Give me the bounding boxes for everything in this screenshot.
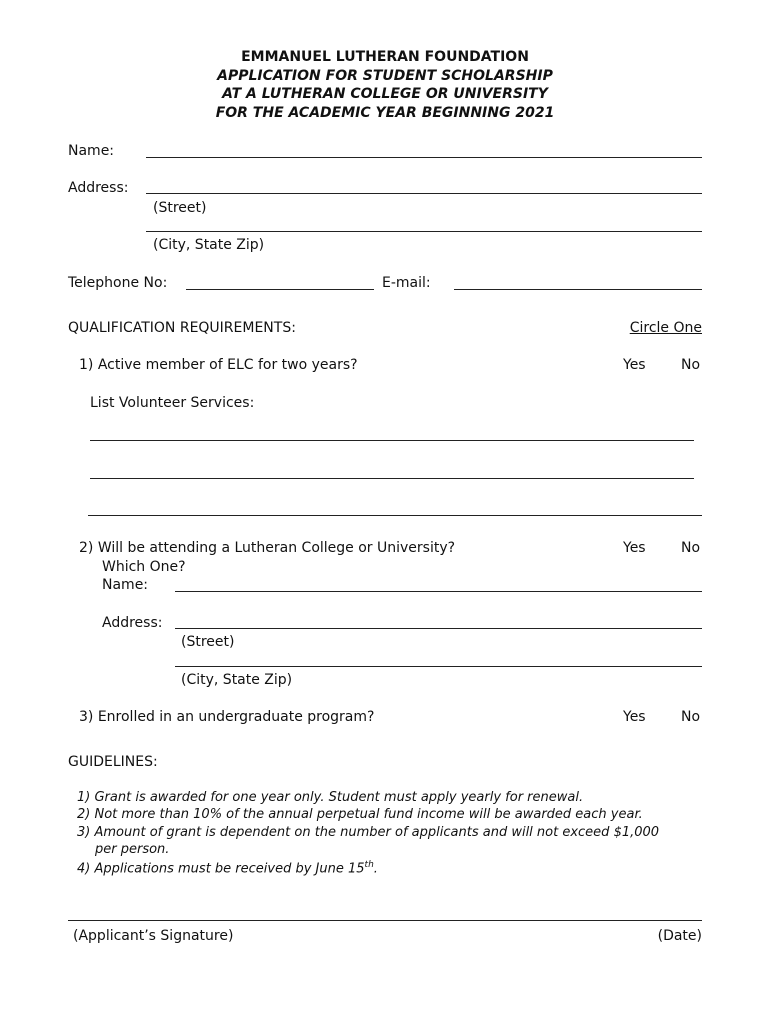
form-subtitle-1: APPLICATION FOR STUDENT SCHOLARSHIP [217, 68, 553, 84]
signature-line[interactable] [68, 920, 702, 921]
school-street-caption: (Street) [181, 634, 235, 650]
school-city-caption: (City, State Zip) [181, 672, 293, 688]
guideline-4-superscript: th [364, 860, 374, 870]
q1-no-option[interactable]: No [681, 357, 701, 373]
city-state-zip-field[interactable] [146, 231, 702, 232]
address-label: Address: [68, 180, 129, 196]
name-label: Name: [68, 143, 115, 159]
q3-yes-option[interactable]: Yes [623, 709, 646, 725]
qualification-heading: QUALIFICATION REQUIREMENTS: [68, 320, 296, 336]
volunteer-line-1[interactable] [90, 440, 694, 441]
form-subtitle-2: AT A LUTHERAN COLLEGE OR UNIVERSITY [222, 86, 548, 102]
guideline-2: 2) Not more than 10% of the annual perpetual fund income will be awarded each year. [77, 807, 643, 822]
street-field[interactable] [146, 193, 702, 194]
question-2: 2) Will be attending a Lutheran College or University? [79, 540, 456, 556]
school-street-field[interactable] [175, 628, 702, 629]
guideline-4 [77, 861, 378, 875]
form-subtitle-3: FOR THE ACADEMIC YEAR BEGINNING 2021 [215, 105, 555, 121]
school-name-field[interactable] [175, 591, 702, 592]
street-caption: (Street) [153, 200, 207, 216]
guideline-3-cont: per person. [95, 842, 170, 857]
q2-yes-option[interactable]: Yes [623, 540, 646, 556]
q2-no-option[interactable]: No [681, 540, 701, 556]
circle-one-label: Circle One [629, 320, 702, 336]
guideline-4-text: 4) Applications must be received by June 15 [77, 861, 365, 877]
applicant-signature-label: (Applicant’s Signature) [73, 928, 234, 944]
telephone-field[interactable] [186, 289, 374, 290]
volunteer-label: List Volunteer Services: [90, 395, 255, 411]
city-caption: (City, State Zip) [153, 237, 265, 253]
date-label: (Date) [657, 928, 702, 944]
email-label: E-mail: [382, 275, 431, 291]
guideline-3: 3) Amount of grant is dependent on the number of applicants and will not exceed $1,000 [77, 825, 660, 840]
guidelines-heading: GUIDELINES: [68, 754, 158, 770]
form-title: EMMANUEL LUTHERAN FOUNDATION [241, 49, 529, 65]
name-field[interactable] [146, 157, 702, 158]
q1-yes-option[interactable]: Yes [623, 357, 646, 373]
volunteer-line-2[interactable] [90, 478, 694, 479]
guideline-4-period: . [373, 861, 378, 877]
telephone-label: Telephone No: [68, 275, 168, 291]
guideline-1: 1) Grant is awarded for one year only. Student must apply yearly for renewal. [77, 790, 584, 805]
volunteer-line-3[interactable] [88, 515, 702, 516]
email-field[interactable] [454, 289, 702, 290]
school-city-field[interactable] [175, 666, 702, 667]
q3-no-option[interactable]: No [681, 709, 701, 725]
question-3: 3) Enrolled in an undergraduate program? [79, 709, 375, 725]
school-address-label: Address: [102, 615, 163, 631]
which-one-label: Which One? [102, 559, 186, 575]
school-name-label: Name: [102, 577, 149, 593]
question-1: 1) Active member of ELC for two years? [79, 357, 358, 373]
